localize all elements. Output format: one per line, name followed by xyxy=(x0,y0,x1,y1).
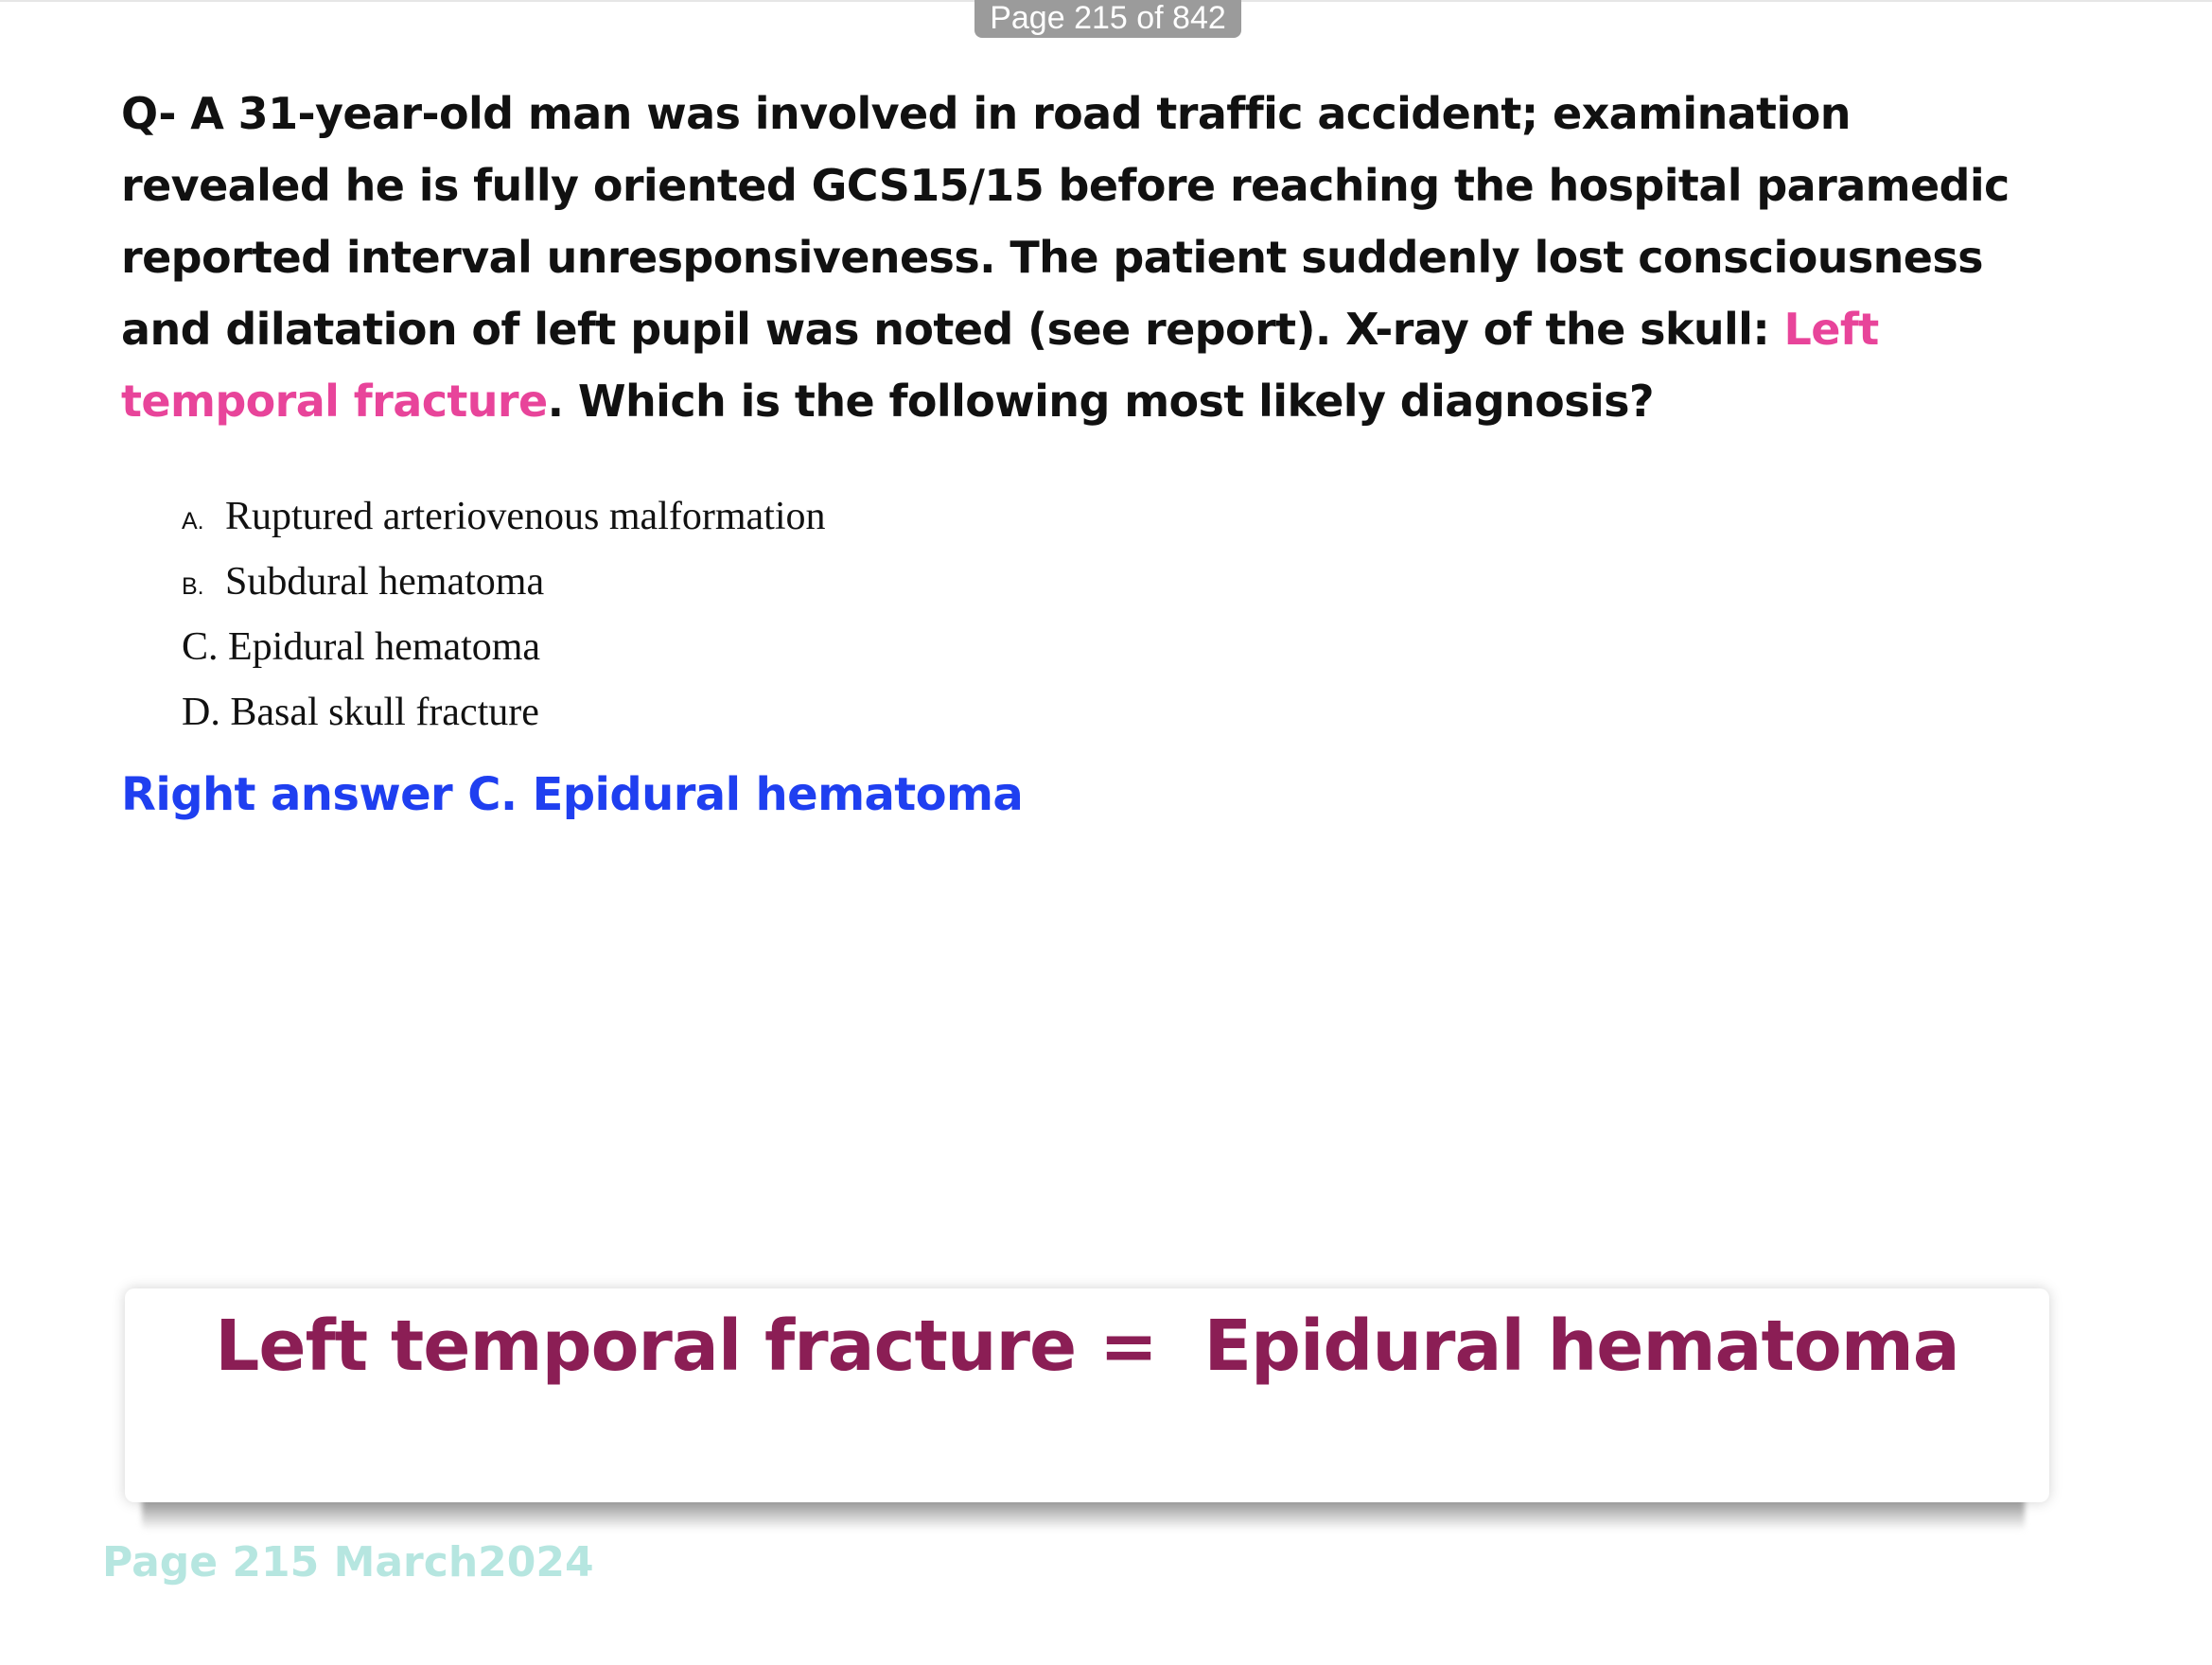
option-b-letter: B. xyxy=(182,573,204,600)
option-a xyxy=(182,488,826,553)
right-answer: Right answer C. Epidural hematoma xyxy=(121,768,1024,821)
question-suffix: . Which is the following most likely diagnosis? xyxy=(547,376,1654,427)
option-c xyxy=(182,619,826,684)
question-prefix: Q- A 31-year-old man was involved in road traffic accident; examination revealed he is fully oriented GCS15/15 before reaching the hospital paramedic reported interval unresponsiveness. The patient suddenly lost consciousness and dilatation of left pupil was noted (see report). X-ray of the skull: xyxy=(121,88,2010,355)
question-text xyxy=(121,78,2051,437)
note-card xyxy=(125,1288,2049,1502)
option-a-letter: A. xyxy=(182,508,204,535)
option-c-letter: C. xyxy=(182,625,219,669)
footer-page-label: Page 215 March2024 xyxy=(102,1538,594,1586)
answer-options xyxy=(182,488,826,749)
option-b xyxy=(182,553,826,619)
option-b-text: Subdural hematoma xyxy=(225,560,545,604)
question-highlight: Left temporal fracture xyxy=(121,304,1879,427)
note-text: Left temporal fracture = Epidural hematoma xyxy=(215,1306,1959,1387)
option-a-text: Ruptured arteriovenous malformation xyxy=(225,495,826,538)
option-c-text: Epidural hematoma xyxy=(228,625,541,669)
option-d-letter: D. xyxy=(182,691,220,734)
option-d xyxy=(182,684,826,749)
page-indicator: Page 215 of 842 xyxy=(974,0,1241,38)
option-d-text: Basal skull fracture xyxy=(230,691,539,734)
